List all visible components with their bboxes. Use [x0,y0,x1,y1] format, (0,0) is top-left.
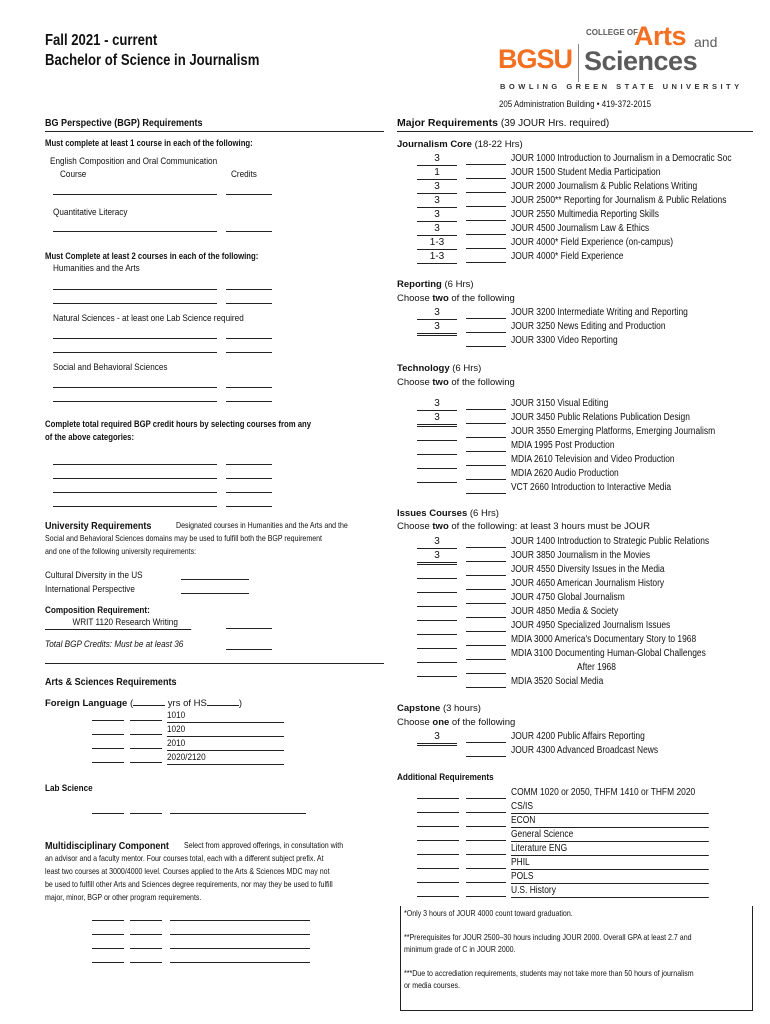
core-heading: Journalism Core [397,139,472,150]
lab-science-a[interactable] [92,802,124,814]
cultural-diversity-label: Cultural Diversity in the US [45,570,143,581]
note-jour4000: *Only 3 hours of JOUR 4000 count toward graduation. [404,909,573,918]
issues-choose [397,521,650,533]
logo-bgsu: BGSU [498,44,573,74]
mdc-2-course[interactable] [170,923,310,935]
multi-text-1: Select from approved offerings, in consultation with [184,841,344,850]
fl-1010-a[interactable] [92,709,124,721]
issues-grade-input[interactable] [466,578,506,590]
additional-requirement: CS/IS [511,801,709,814]
reporting-choose [397,293,515,305]
humanities-credits-2[interactable] [226,292,272,304]
tech-credit[interactable] [417,468,457,469]
core-credit[interactable]: 1-3 [417,237,457,250]
core-credit[interactable]: 3 [417,195,457,208]
reporting-choose-word: two [432,293,449,304]
natural-credits-2[interactable] [226,341,272,353]
issues-grade-input[interactable] [466,662,506,674]
natural-course-2[interactable] [53,341,217,353]
tech-course: JOUR 3550 Emerging Platforms, Emerging Journalism [511,426,716,437]
mdc-3-a[interactable] [92,937,124,949]
lab-science-course[interactable] [170,802,306,814]
fl-2010-a[interactable] [92,737,124,749]
issues-grade-input[interactable] [466,620,506,632]
humanities-course-2[interactable] [53,292,217,304]
additional-credit-input[interactable] [417,871,459,883]
tech-hours: (6 Hrs) [452,363,482,374]
social-course-1[interactable] [53,376,217,388]
additional-grade-input[interactable] [466,787,506,799]
issues-credit[interactable] [417,564,457,565]
document-title [45,31,306,71]
multi-text-2: an advisor and a faculty mentor. Four courses total, each with a different subject prefix. At [45,854,324,863]
natural-label: Natural Sciences - at least one Lab Science required [53,313,244,324]
core-course: JOUR 2000 Journalism & Public Relations Writing [511,181,698,192]
contact-address: 205 Administration Building • 419-372-2015 [499,99,652,109]
reporting-choose-pre: Choose [397,293,430,304]
core-grade-input[interactable] [466,237,506,249]
core-credit[interactable]: 3 [417,153,457,166]
issues-grade-input[interactable] [466,536,506,548]
issues-credit[interactable] [417,648,457,649]
fl-1020-b[interactable] [130,723,162,735]
note-accred-1: ***Due to accrediation requirements, students may not take more than 50 hours of journalism [404,969,694,978]
additional-credit-input[interactable] [417,801,459,813]
must-one-instruction: Must complete at least 1 course in each of the following: [45,138,253,148]
international-label: International Perspective [45,584,135,595]
tech-heading-row [397,363,481,375]
capstone-grade-input[interactable] [466,731,506,743]
core-credit[interactable]: 3 [417,181,457,194]
core-course: JOUR 4000* Field Experience [511,251,624,262]
core-hours: (18-22 Hrs) [474,139,523,150]
reporting-grade-input[interactable] [466,307,506,319]
fl-level-1020: 1020 [167,724,284,737]
mdc-2-a[interactable] [92,923,124,935]
total-bgp-credits: Total BGP Credits: Must be at least 36 [45,639,184,650]
tech-course: JOUR 3150 Visual Editing [511,398,609,409]
issues-course: JOUR 4950 Specialized Journalism Issues [511,620,671,631]
fl-1010-b[interactable] [130,709,162,721]
fl-2020-b[interactable] [130,751,162,763]
any-course-1[interactable] [53,453,217,465]
capstone-choose-post: of the following [451,717,516,728]
university-heading: University Requirements [45,520,152,532]
issues-course: MDIA 3100 Documenting Human-Global Challenges [511,648,706,659]
social-course-2[interactable] [53,390,217,402]
capstone-hours: (3 hours) [442,703,481,714]
logo-college-of: COLLEGE OF [586,28,638,37]
tech-credit[interactable] [417,482,457,483]
issues-course: After 1968 [577,662,616,673]
issues-credit[interactable] [417,634,457,635]
major-heading: Major Requirements [397,117,498,129]
issues-heading-row [397,508,499,520]
any-credits-3[interactable] [226,481,272,493]
social-credits-1[interactable] [226,376,272,388]
fl-yrs-label: yrs of HS [167,698,207,709]
lab-science-label: Lab Science [45,783,93,794]
english-label: English Composition and Oral Communication [50,156,218,167]
issues-course: JOUR 4650 American Journalism History [511,578,665,589]
issues-grade-input[interactable] [466,550,506,562]
capstone-grade-input[interactable] [466,745,506,757]
credits-column-label: Credits [231,169,257,180]
complete-total-line-1: Complete total required BGP credit hours by selecting courses from any [45,419,312,429]
capstone-heading-row [397,703,481,715]
natural-course-1[interactable] [53,327,217,339]
fl-yrs-input[interactable] [207,696,239,706]
foreign-language-row [45,696,242,710]
mdc-2-b[interactable] [130,923,162,935]
mdc-4-b[interactable] [130,951,162,963]
fl-years-input[interactable] [133,696,165,706]
reporting-credit[interactable]: 3 [417,307,457,320]
multi-text-3: least two courses at 3000/4000 level. Courses applied to the Arts & Sciences MDC may not [45,867,330,876]
core-grade-input[interactable] [466,209,506,221]
issues-grade-input[interactable] [466,676,506,688]
logo-university: BOWLING GREEN STATE UNIVERSITY [500,82,743,91]
core-course: JOUR 1500 Student Media Participation [511,167,661,178]
issues-grade-input[interactable] [466,564,506,576]
any-credits-2[interactable] [226,467,272,479]
issues-choose-pre: Choose [397,521,430,532]
core-course: JOUR 4500 Journalism Law & Ethics [511,223,650,234]
mdc-3-course[interactable] [170,937,310,949]
capstone-choose-pre: Choose [397,717,430,728]
capstone-course: JOUR 4200 Public Affairs Reporting [511,731,645,742]
title-line-2: Bachelor of Science in Journalism [45,52,260,69]
additional-credit-input[interactable] [417,843,459,855]
reporting-course: JOUR 3250 News Editing and Production [511,321,666,332]
mdc-3-b[interactable] [130,937,162,949]
reporting-credit[interactable] [417,335,457,336]
issues-hours: (6 Hrs) [469,508,499,519]
mdc-1-a[interactable] [92,909,124,921]
any-course-3[interactable] [53,481,217,493]
additional-grade-input[interactable] [466,843,506,855]
issues-grade-input[interactable] [466,592,506,604]
reporting-credit[interactable]: 3 [417,321,457,334]
tech-credit[interactable] [417,426,457,427]
issues-course: JOUR 4850 Media & Society [511,606,619,617]
tech-course: MDIA 1995 Post Production [511,440,615,451]
university-text-3: and one of the following university requirements: [45,547,197,556]
issues-course: JOUR 3850 Journalism in the Movies [511,550,651,561]
additional-requirement: General Science [511,829,709,842]
multi-heading: Multidisciplinary Component [45,840,169,852]
cultural-diversity-input[interactable] [181,568,249,580]
must-two-instruction: Must Complete at least 2 courses in each of the following: [45,251,259,261]
capstone-credit[interactable]: 3 [417,731,457,744]
additional-requirement: POLS [511,871,709,884]
note-prereq-1: **Prerequisites for JOUR 2500–30 hours including JOUR 2000. Overall GPA at least 2.7 and [404,933,692,942]
additional-requirement: U.S. History [511,885,709,898]
tech-credit[interactable] [417,440,457,441]
issues-credit[interactable] [417,620,457,621]
issues-grade-input[interactable] [466,634,506,646]
issues-credit[interactable]: 3 [417,550,457,563]
core-credit[interactable]: 3 [417,223,457,236]
humanities-credits-1[interactable] [226,278,272,290]
fl-close-paren: ) [238,698,243,709]
core-credit[interactable]: 3 [417,209,457,222]
capstone-choose [397,717,515,729]
as-heading: Arts & Sciences Requirements [45,676,177,688]
tech-credit[interactable] [417,454,457,455]
tech-grade-input[interactable] [466,426,506,438]
tech-course: JOUR 3450 Public Relations Publication Design [511,412,690,423]
issues-course: MDIA 3520 Social Media [511,676,604,687]
mdc-1-course[interactable] [170,909,310,921]
core-course: JOUR 2550 Multimedia Reporting Skills [511,209,659,220]
additional-credit-input[interactable] [417,787,459,799]
reporting-grade-input[interactable] [466,321,506,333]
mdc-1-b[interactable] [130,909,162,921]
writ-course: WRIT 1120 Research Writing [45,617,191,630]
reporting-hours: (6 Hrs) [444,279,474,290]
title-line-1: Fall 2021 - current [45,32,158,49]
core-grade-input[interactable] [466,223,506,235]
reporting-heading-row [397,279,474,291]
additional-grade-input[interactable] [466,815,506,827]
college-logo [498,21,743,102]
logo-and: and [694,34,718,50]
issues-credit[interactable] [417,662,457,663]
tech-choose [397,377,515,389]
additional-requirement: Literature ENG [511,843,709,856]
tech-choose-word: two [432,377,449,388]
capstone-choose-word: one [432,717,450,728]
any-course-2[interactable] [53,467,217,479]
tech-course: MDIA 2620 Audio Production [511,468,619,479]
fl-open-paren: ( [129,698,134,709]
core-credit[interactable]: 1 [417,167,457,180]
issues-grade-input[interactable] [466,648,506,660]
issues-course: JOUR 4750 Global Journalism [511,592,625,603]
fl-2020-a[interactable] [92,751,124,763]
additional-grade-input[interactable] [466,857,506,869]
multi-text-4: be used to fulfill other Arts and Sciences degree requirements, nor may they be used to fulfill [45,880,333,889]
english-credits-input[interactable] [226,183,272,195]
core-heading-row [397,139,523,151]
tech-grade-input[interactable] [466,412,506,424]
additional-grade-input[interactable] [466,801,506,813]
social-credits-2[interactable] [226,390,272,402]
capstone-heading: Capstone [397,703,441,714]
tech-choose-pre: Choose [397,377,430,388]
major-hours: (39 JOUR Hrs. required) [500,118,610,129]
core-grade-input[interactable] [466,195,506,207]
issues-grade-input[interactable] [466,606,506,618]
tech-grade-input[interactable] [466,398,506,410]
composition-heading: Composition Requirement: [45,605,150,616]
core-grade-input[interactable] [466,167,506,179]
additional-heading: Additional Requirements [397,772,494,783]
humanities-label: Humanities and the Arts [53,263,140,274]
tech-course: VCT 2660 Introduction to Interactive Media [511,482,672,493]
tech-grade-input[interactable] [466,454,506,466]
fl-level-2010: 2010 [167,738,284,751]
reporting-grade-input[interactable] [466,335,506,347]
core-grade-input[interactable] [466,251,506,263]
issues-credit[interactable] [417,676,457,677]
multi-text-5: major, minor, BGP or other program requirements. [45,893,202,902]
core-grade-input[interactable] [466,153,506,165]
quant-label: Quantitative Literacy [53,207,128,218]
core-course: JOUR 1000 Introduction to Journalism in a Democratic Soc [511,153,732,164]
core-course: JOUR 4000* Field Experience (on-campus) [511,237,674,248]
writ-credits-input[interactable] [226,617,272,629]
additional-grade-input[interactable] [466,871,506,883]
mdc-4-course[interactable] [170,951,310,963]
english-course-input[interactable] [53,183,217,195]
fl-level-1010: 1010 [167,710,284,723]
fl-level-2020: 2020/2120 [167,752,284,765]
university-text-2: Social and Behavioral Sciences domains may be used to fulfill both the BGP requirement [45,534,322,543]
tech-choose-post: of the following [451,377,515,388]
tech-grade-input[interactable] [466,482,506,494]
additional-requirement: PHIL [511,857,709,870]
bgp-heading: BG Perspective (BGP) Requirements [45,117,203,129]
additional-requirement: COMM 1020 or 2050, THFM 1410 or THFM 2020 [511,787,696,798]
additional-credit-input[interactable] [417,829,459,841]
reporting-course: JOUR 3300 Video Reporting [511,335,618,346]
logo-arts: Arts [634,21,687,51]
tech-heading: Technology [397,363,450,374]
tech-credit[interactable]: 3 [417,398,457,411]
university-text-1: Designated courses in Humanities and the Arts and the [176,521,348,530]
note-accred-2: or media courses. [404,981,460,990]
additional-grade-input[interactable] [466,885,506,897]
tech-credit[interactable]: 3 [417,412,457,425]
issues-course: JOUR 1400 Introduction to Strategic Public Relations [511,536,710,547]
natural-credits-1[interactable] [226,327,272,339]
issues-choose-word: two [432,521,449,532]
humanities-course-1[interactable] [53,278,217,290]
issues-choose-post: of the following: at least 3 hours must be JOUR [451,521,650,532]
core-credit[interactable]: 1-3 [417,251,457,264]
quant-course-input[interactable] [53,220,217,232]
issues-credit[interactable]: 3 [417,536,457,549]
fl-1020-a[interactable] [92,723,124,735]
core-grade-input[interactable] [466,181,506,193]
capstone-course: JOUR 4300 Advanced Broadcast News [511,745,659,756]
any-credits-4[interactable] [226,495,272,507]
complete-total-line-2: of the above categories: [45,432,135,442]
capstone-credit[interactable] [417,745,457,746]
lab-science-b[interactable] [130,802,162,814]
tech-grade-input[interactable] [466,468,506,480]
any-credits-1[interactable] [226,453,272,465]
reporting-course: JOUR 3200 Intermediate Writing and Reporting [511,307,688,318]
course-column-label: Course [60,169,87,180]
notes-box [400,906,753,1011]
reporting-heading: Reporting [397,279,442,290]
issues-heading: Issues Courses [397,508,468,519]
logo-divider [578,44,579,82]
tech-grade-input[interactable] [466,440,506,452]
additional-requirement: ECON [511,815,709,828]
quant-credits-input[interactable] [226,220,272,232]
reporting-choose-post: of the following [451,293,515,304]
foreign-language-label: Foreign Language [45,698,128,709]
fl-2010-b[interactable] [130,737,162,749]
additional-credit-input[interactable] [417,857,459,869]
issues-course: MDIA 3000 America's Documentary Story to 1968 [511,634,697,645]
social-label: Social and Behavioral Sciences [53,362,168,373]
logo-sciences: Sciences [584,46,698,76]
any-course-4[interactable] [53,495,217,507]
additional-grade-input[interactable] [466,829,506,841]
major-heading-rule [397,131,753,132]
core-course: JOUR 2500** Reporting for Journalism & Public Relations [511,195,727,206]
tech-course: MDIA 2610 Television and Video Production [511,454,675,465]
bgp-heading-rule [45,131,384,132]
issues-credit[interactable] [417,578,457,579]
issues-credit[interactable] [417,606,457,607]
note-prereq-2: minimum grade of C in JOUR 2000. [404,945,516,954]
additional-credit-input[interactable] [417,815,459,827]
total-bgp-input[interactable] [226,638,272,650]
major-heading-row [397,117,609,130]
international-input[interactable] [181,582,249,594]
issues-course: JOUR 4550 Diversity Issues in the Media [511,564,665,575]
additional-credit-input[interactable] [417,885,459,897]
mdc-4-a[interactable] [92,951,124,963]
as-rule [45,663,384,664]
issues-credit[interactable] [417,592,457,593]
